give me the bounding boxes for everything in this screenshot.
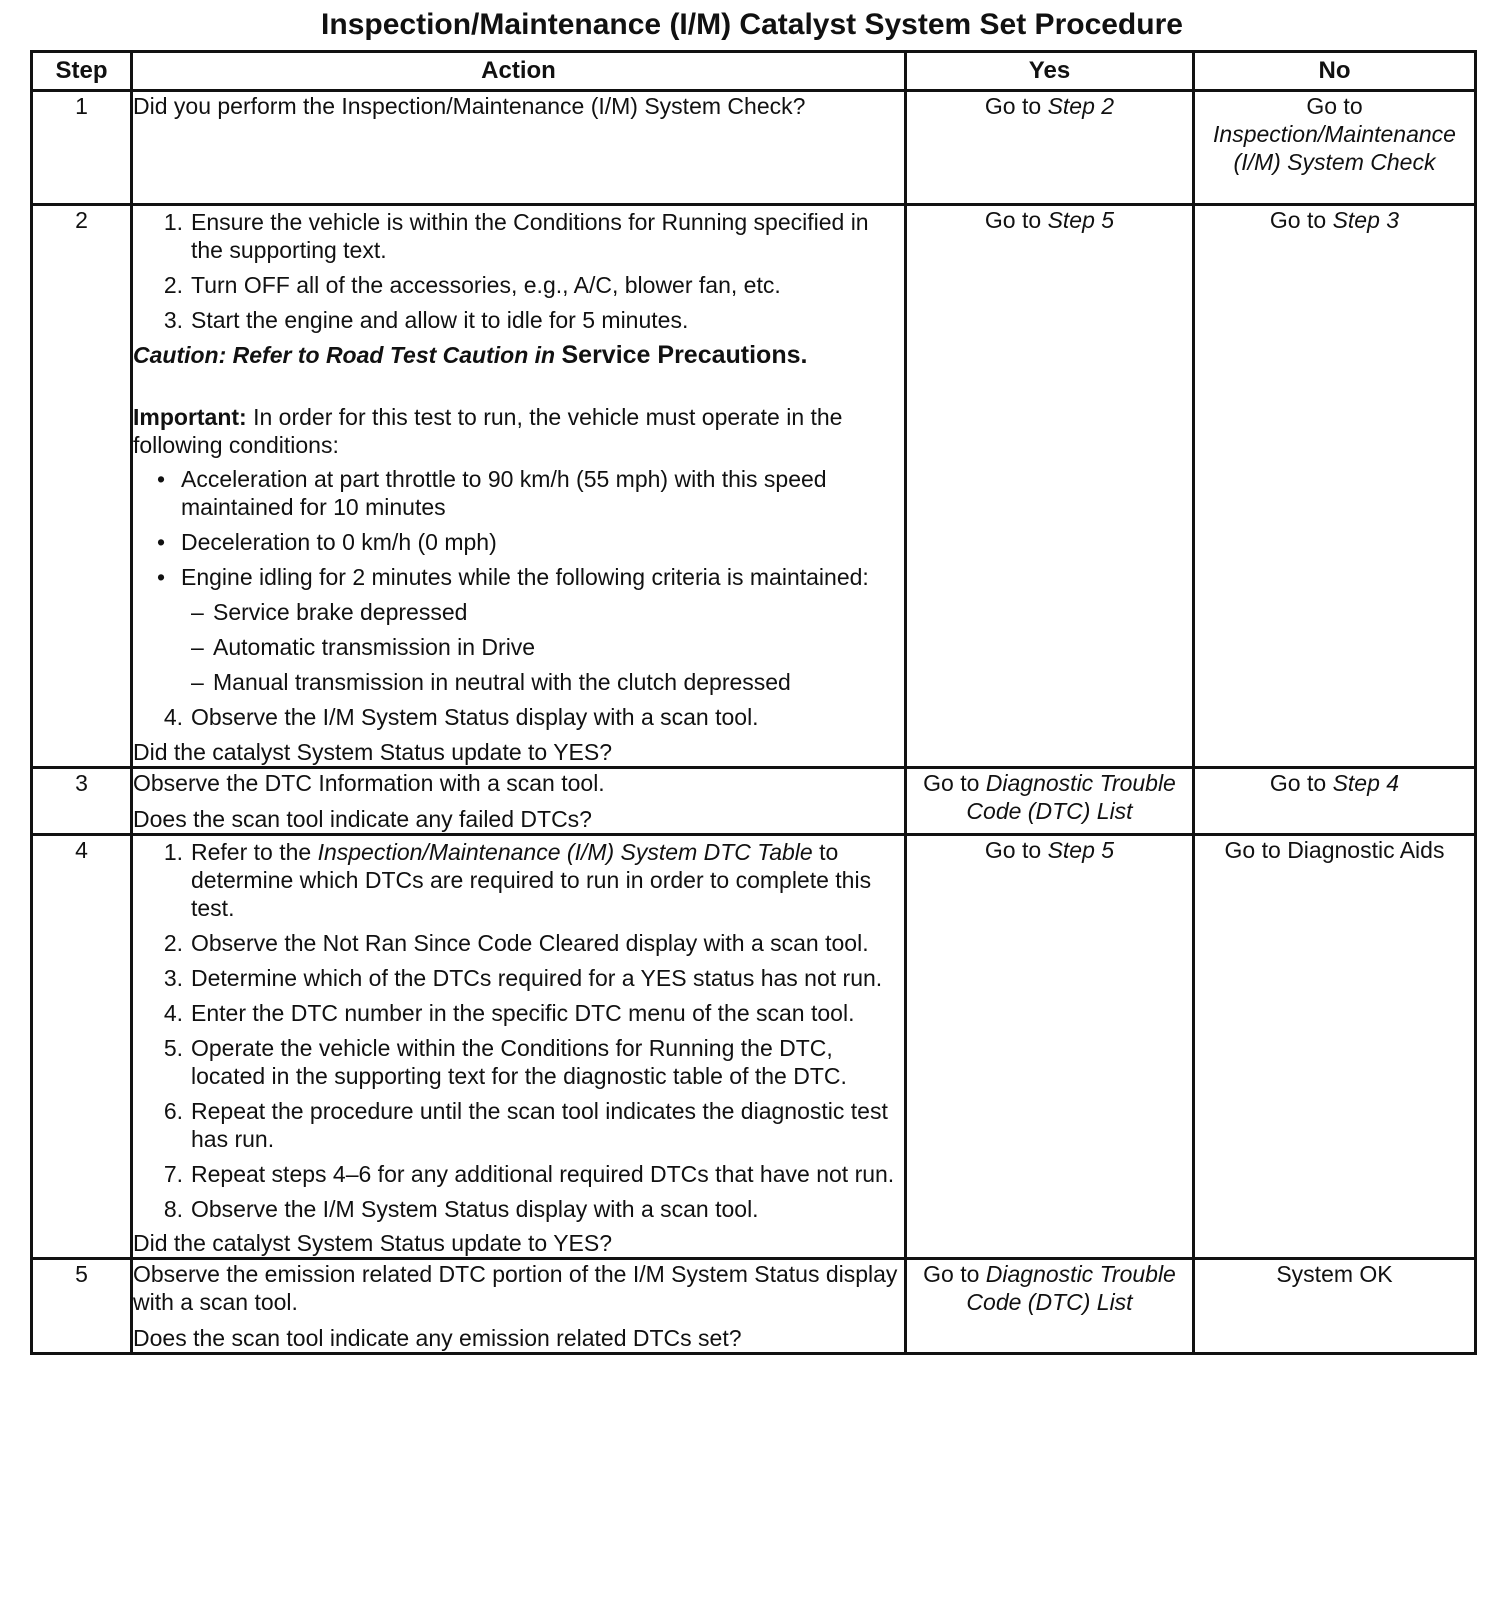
list-item: 3. Determine which of the DTCs required for a YES status has not run. xyxy=(163,965,883,991)
list-item: 4. Enter the DTC number in the specific DTC menu of the scan tool. xyxy=(163,1000,855,1026)
list-item: 6. Repeat the procedure until the scan tool indicates the diagnostic test has run. xyxy=(163,1098,888,1152)
numbered-list xyxy=(133,703,904,731)
list-item: • Acceleration at part throttle to 90 km/h (55 mph) with this speed maintained for 10 minutes xyxy=(157,466,827,520)
numbered-list xyxy=(133,838,904,1223)
step-question: Does the scan tool indicate any failed DTCs? xyxy=(133,806,592,832)
step-question: Did the catalyst System Status update to YES? xyxy=(133,739,613,765)
list-item: 2. Observe the Not Ran Since Code Cleared display with a scan tool. xyxy=(163,930,869,956)
list-item: 7. Repeat steps 4–6 for any additional required DTCs that have not run. xyxy=(163,1161,895,1187)
step-number: 1 xyxy=(32,91,132,205)
list-item: 8. Observe the I/M System Status display with a scan tool. xyxy=(163,1196,759,1222)
step-question: Did the catalyst System Status update to YES? xyxy=(133,1230,613,1256)
list-item: • Deceleration to 0 km/h (0 mph) xyxy=(157,529,497,555)
step-question: Does the scan tool indicate any emission related DTCs set? xyxy=(133,1325,742,1351)
step-row-4 xyxy=(32,835,1476,1259)
action-cell xyxy=(132,768,906,835)
no-link[interactable]: Go to Diagnostic Aids xyxy=(1224,837,1445,863)
step-row-2 xyxy=(32,205,1476,768)
step-instruction: Observe the DTC Information with a scan tool. xyxy=(133,770,605,796)
list-item: – Automatic transmission in Drive xyxy=(191,634,536,660)
important-note: Important: In order for this test to run, the vehicle must operate in the following conditions: xyxy=(133,404,843,458)
action-cell xyxy=(132,91,906,205)
no-cell: Go to Step 4 xyxy=(1194,768,1476,835)
no-cell: Go to Step 3 xyxy=(1194,205,1476,768)
yes-link[interactable]: Step 2 xyxy=(1047,93,1115,119)
step-row-5 xyxy=(32,1259,1476,1354)
procedure-table xyxy=(30,50,1477,1355)
header-yes: Yes xyxy=(906,52,1194,91)
no-link[interactable]: Step 4 xyxy=(1332,770,1400,796)
document-title: Inspection/Maintenance (I/M) Catalyst System Set Procedure xyxy=(321,8,1183,41)
yes-prefix: Go to xyxy=(984,93,1048,119)
dash-list xyxy=(133,598,904,696)
list-item: 2. Turn OFF all of the accessories, e.g., A/C, blower fan, etc. xyxy=(163,272,781,298)
caution-link[interactable]: Service Precautions. xyxy=(561,341,808,369)
action-cell xyxy=(132,835,906,1259)
action-cell xyxy=(132,1259,906,1354)
list-item: – Manual transmission in neutral with the clutch depressed xyxy=(191,669,791,695)
action-cell xyxy=(132,205,906,768)
caution-note: Caution: Refer to Road Test Caution in Service Precautions. xyxy=(133,341,808,369)
dtc-table-link[interactable]: Inspection/Maintenance (I/M) System DTC Table xyxy=(317,839,813,865)
no-result: System OK xyxy=(1276,1261,1393,1287)
no-link[interactable]: Step 3 xyxy=(1332,207,1400,233)
header-step: Step xyxy=(32,52,132,91)
step-number: 3 xyxy=(32,768,132,835)
no-cell xyxy=(1194,835,1476,1259)
step-number: 2 xyxy=(32,205,132,768)
step-number: 4 xyxy=(32,835,132,1259)
step-row-1 xyxy=(32,91,1476,205)
step-question: Did you perform the Inspection/Maintenance (I/M) System Check? xyxy=(133,93,806,119)
yes-cell: Go to Step 5 xyxy=(906,205,1194,768)
yes-link[interactable]: Step 5 xyxy=(1047,207,1115,233)
no-prefix: Go to xyxy=(1306,93,1363,119)
yes-cell: Go to Diagnostic Trouble Code (DTC) List xyxy=(906,768,1194,835)
header-no: No xyxy=(1194,52,1476,91)
step-row-3 xyxy=(32,768,1476,835)
list-item: 4. Observe the I/M System Status display with a scan tool. xyxy=(163,704,759,730)
list-item: 1. Refer to the Inspection/Maintenance (I/M) System DTC Table to determine which DTCs are required to run in order to complete this test. xyxy=(163,839,872,921)
yes-link[interactable]: Diagnostic Trouble Code (DTC) List xyxy=(966,1261,1176,1315)
list-item: 5. Operate the vehicle within the Conditions for Running the DTC, located in the supporting text for the diagnostic table of the DTC. xyxy=(163,1035,847,1089)
list-item: – Service brake depressed xyxy=(191,599,468,625)
yes-cell xyxy=(906,91,1194,205)
yes-link[interactable]: Step 5 xyxy=(1047,837,1115,863)
list-item: • Engine idling for 2 minutes while the following criteria is maintained: xyxy=(157,564,869,590)
list-item: 3. Start the engine and allow it to idle for 5 minutes. xyxy=(163,307,689,333)
header-action: Action xyxy=(132,52,906,91)
step-number: 5 xyxy=(32,1259,132,1354)
yes-link[interactable]: Diagnostic Trouble Code (DTC) List xyxy=(966,770,1176,824)
yes-cell: Go to Step 5 xyxy=(906,835,1194,1259)
no-cell xyxy=(1194,1259,1476,1354)
header-row xyxy=(32,52,1476,91)
yes-cell: Go to Diagnostic Trouble Code (DTC) List xyxy=(906,1259,1194,1354)
no-cell xyxy=(1194,91,1476,205)
bullet-list xyxy=(133,465,904,591)
numbered-list xyxy=(133,208,904,334)
no-link[interactable]: Inspection/Maintenance (I/M) System Check xyxy=(1213,121,1456,175)
list-item: 1. Ensure the vehicle is within the Conditions for Running specified in the supporting text. xyxy=(163,209,869,263)
step-instruction: Observe the emission related DTC portion of the I/M System Status display with a scan tool. xyxy=(133,1261,898,1315)
